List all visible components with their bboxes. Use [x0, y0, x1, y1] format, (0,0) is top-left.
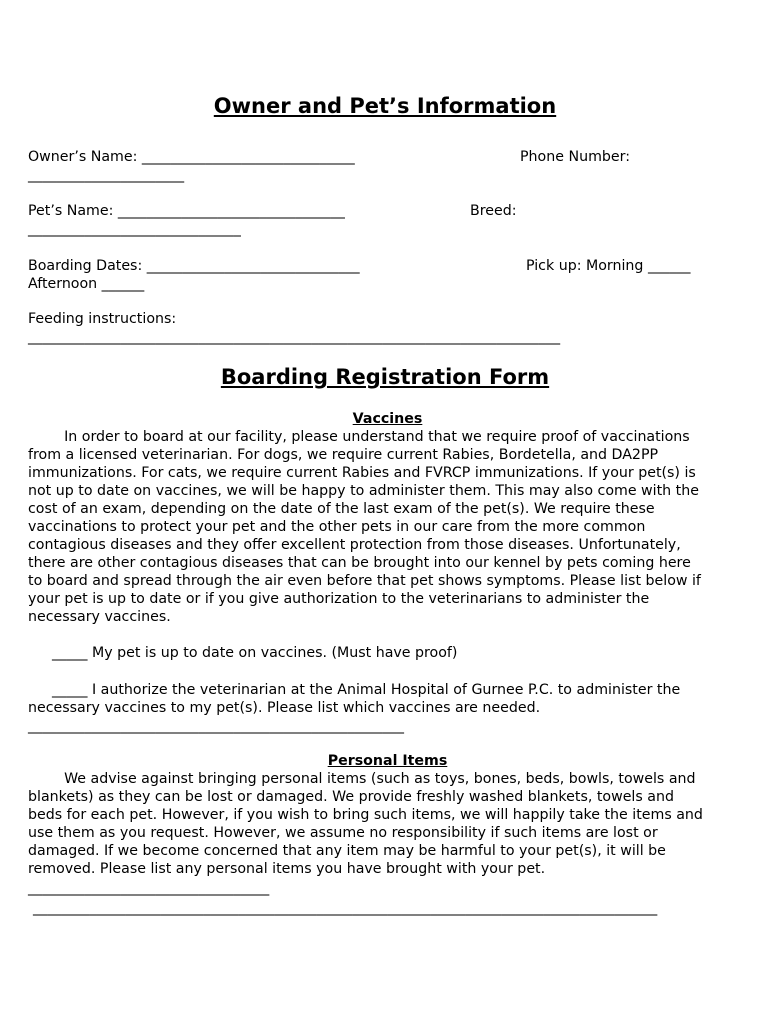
paragraph-line: beds for each pet. However, if you wish to bring such items, we will happily take the items and	[28, 807, 703, 823]
paragraph-line: We advise against bringing personal items (such as toys, bones, beds, bowls, towels and	[28, 771, 696, 787]
personal-items-paragraph	[28, 770, 750, 878]
paragraph-line: damaged. If we become concerned that any item may be harmful to your pet(s), it will be	[28, 843, 666, 859]
paragraph-line: contagious diseases and they offer excellent protection from those diseases. Unfortunately,	[28, 537, 681, 553]
pet-name-field[interactable]: Pet’s Name: ________________________________	[28, 203, 345, 219]
pickup-morning-field[interactable]: Pick up: Morning ______	[526, 258, 691, 274]
vaccines-up-to-date-option[interactable]: _____ My pet is up to date on vaccines. (Must have proof)	[52, 645, 458, 661]
paragraph-line: there are other contagious diseases that can be brought into our kennel by pets coming here	[28, 555, 691, 571]
paragraph-line: cost of an exam, depending on the date of the last exam of the pet(s). We require these	[28, 501, 655, 517]
breed-label: Breed:	[470, 203, 517, 219]
phone-number-field[interactable]: ______________________	[28, 167, 185, 183]
feeding-instructions-label: Feeding instructions:	[28, 311, 177, 327]
vaccines-authorize-option[interactable]: _____ I authorize the veterinarian at the Animal Hospital of Gurnee P.C. to administer the	[52, 682, 681, 698]
paragraph-line: vaccinations to protect your pet and the other pets in our care from the more common	[28, 519, 646, 535]
vaccines-needed-field[interactable]: _____________________________________________________	[28, 718, 404, 734]
personal-items-heading: Personal Items	[327, 753, 448, 769]
paragraph-line: immunizations. For cats, we require current Rabies and FVRCP immunizations. If your pet(s) is	[28, 465, 696, 481]
paragraph-line: In order to board at our facility, please understand that we require proof of vaccinations	[28, 429, 690, 445]
vaccines-heading: Vaccines	[352, 411, 423, 427]
personal-items-field[interactable]: __________________________________	[28, 880, 270, 896]
paragraph-line: removed. Please list any personal items you have brought with your pet.	[28, 861, 546, 877]
paragraph-line: from a licensed veterinarian. For dogs, we require current Rabies, Bordetella, and DA2PP	[28, 447, 659, 463]
paragraph-line: not up to date on vaccines, we will be happy to administer them. This may also come with the	[28, 483, 699, 499]
paragraph-line: use them as you request. However, we assume no responsibility if such items are lost or	[28, 825, 658, 841]
boarding-dates-field[interactable]: Boarding Dates: ______________________________	[28, 258, 360, 274]
breed-field[interactable]: ______________________________	[28, 221, 241, 237]
paragraph-line: to board and spread through the air even before that pet shows symptoms. Please list below if	[28, 573, 701, 589]
paragraph-line: blankets) as they can be lost or damaged. We provide freshly washed blankets, towels and	[28, 789, 674, 805]
paragraph-line: your pet is up to date or if you give authorization to the veterinarians to administer the	[28, 591, 650, 607]
owner-name-field[interactable]: Owner’s Name: ______________________________	[28, 149, 355, 165]
owner-info-title: Owner and Pet’s Information	[213, 94, 557, 118]
feeding-instructions-field[interactable]: ___________________________________________________________________________	[28, 329, 561, 345]
paragraph-line: necessary vaccines.	[28, 609, 171, 625]
pickup-afternoon-field[interactable]: Afternoon ______	[28, 276, 145, 292]
vaccines-authorize-text: necessary vaccines to my pet(s). Please list which vaccines are needed.	[28, 700, 541, 716]
phone-number-label: Phone Number:	[520, 149, 630, 165]
boarding-form-title: Boarding Registration Form	[220, 365, 550, 389]
personal-items-field-continued[interactable]: ________________________________________________________________________________________	[33, 900, 658, 916]
vaccines-paragraph	[28, 428, 750, 626]
